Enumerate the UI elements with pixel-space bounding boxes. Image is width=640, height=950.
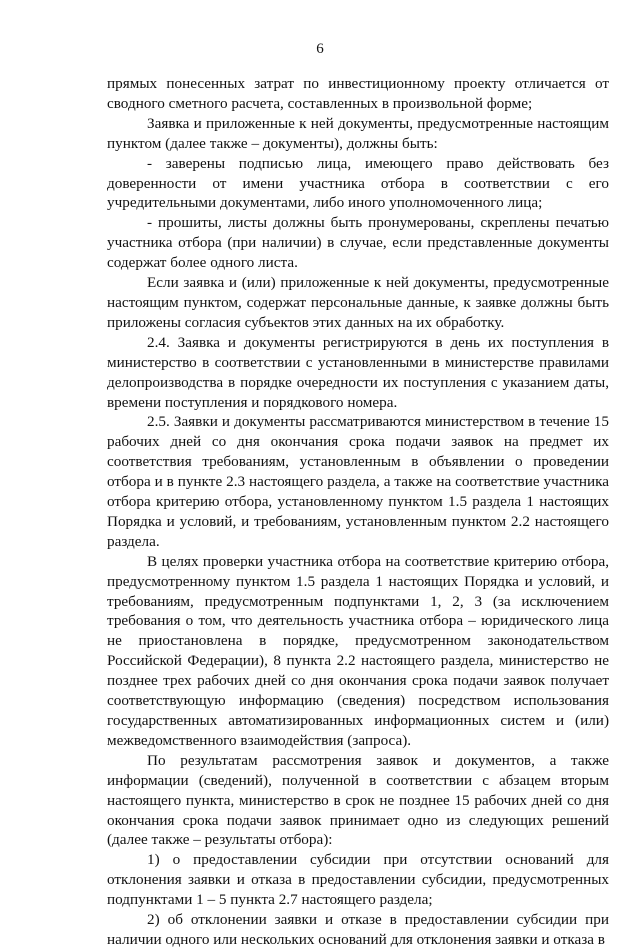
list-item-decision-1: 1) о предоставлении субсидии при отсутствии оснований для отклонения заявки и отказа в предоставлении субсидии, предусмотренных подпунктами 1 – 5 пункта 2.7 настоящего раздела; xyxy=(107,851,609,909)
document-body xyxy=(107,74,609,950)
list-item-decision-2: 2) об отклонении заявки и отказе в предоставлении субсидии при наличии одного или нескольких оснований для отклонения заявки и отказа в xyxy=(107,911,609,948)
paragraph-2-4: 2.4. Заявка и документы регистрируются в день их поступления в министерство в соответствии с установленными в министерстве правилами делопроизводства в порядке очередности их поступления с указанием даты, времени поступления и порядкового номера. xyxy=(107,333,609,411)
paragraph-documents-requirements: Заявка и приложенные к ней документы, предусмотренные настоящим пунктом (далее также – документы), должны быть: xyxy=(107,114,609,152)
paragraph-personal-data: Если заявка и (или) приложенные к ней документы, предусмотренные настоящим пунктом, содержат персональные данные, к заявке должны быть приложены согласия субъектов этих данных на их обработку. xyxy=(107,274,609,331)
paragraph-results: По результатам рассмотрения заявок и документов, а также информации (сведений), полученной в соответствии с абзацем вторым настоящего пункта, министерство в срок не позднее 15 рабочих дней со дня окончания срока подачи заявок принимает одно из следующих решений (далее также – результаты отбора): xyxy=(107,751,609,849)
paragraph-verification: В целях проверки участника отбора на соответствие критерию отбора, предусмотренному пунктом 1.5 раздела 1 настоящих Порядка и условий, и требованиям, предусмотренным подпунктами 1, 2, 3 (за исключением требования о том, что деятельность участника отбора – юридического лица не приостановлена в порядке, предусмотренном законодательством Российской Федерации), 8 пункта 2.2 настоящего раздела, министерство не позднее трех рабочих дней со дня окончания срока подачи заявок получает соответствующую информацию (сведения) посредством использования государственных автоматизированных информационных систем и (или) межведомственного взаимодействия (запроса). xyxy=(107,552,609,749)
page-number: 6 xyxy=(316,41,324,57)
list-item-signature: - заверены подписью лица, имеющего право действовать без доверенности от имени участника отбора в соответствии с его учредительными документами, либо иного уполномоченного лица; xyxy=(107,154,609,212)
paragraph-continuation: прямых понесенных затрат по инвестиционному проекту отличается от сводного сметного расчета, составленных в произвольной форме; xyxy=(107,75,609,112)
paragraph-2-5: 2.5. Заявки и документы рассматриваются министерством в течение 15 рабочих дней со дня окончания срока подачи заявок на предмет их соответствия требованиям, установленным в объявлении о проведении отбора и в пункте 2.3 настоящего раздела, а также на соответствие участника отбора критерию отбора, установленному пунктом 1.5 раздела 1 настоящих Порядка и условий, и требованиям, установленным пунктом 2.2 настоящего раздела. xyxy=(107,413,609,550)
list-item-binding: - прошиты, листы должны быть пронумерованы, скреплены печатью участника отбора (при наличии) в случае, если представленные документы содержат более одного листа. xyxy=(107,214,609,272)
